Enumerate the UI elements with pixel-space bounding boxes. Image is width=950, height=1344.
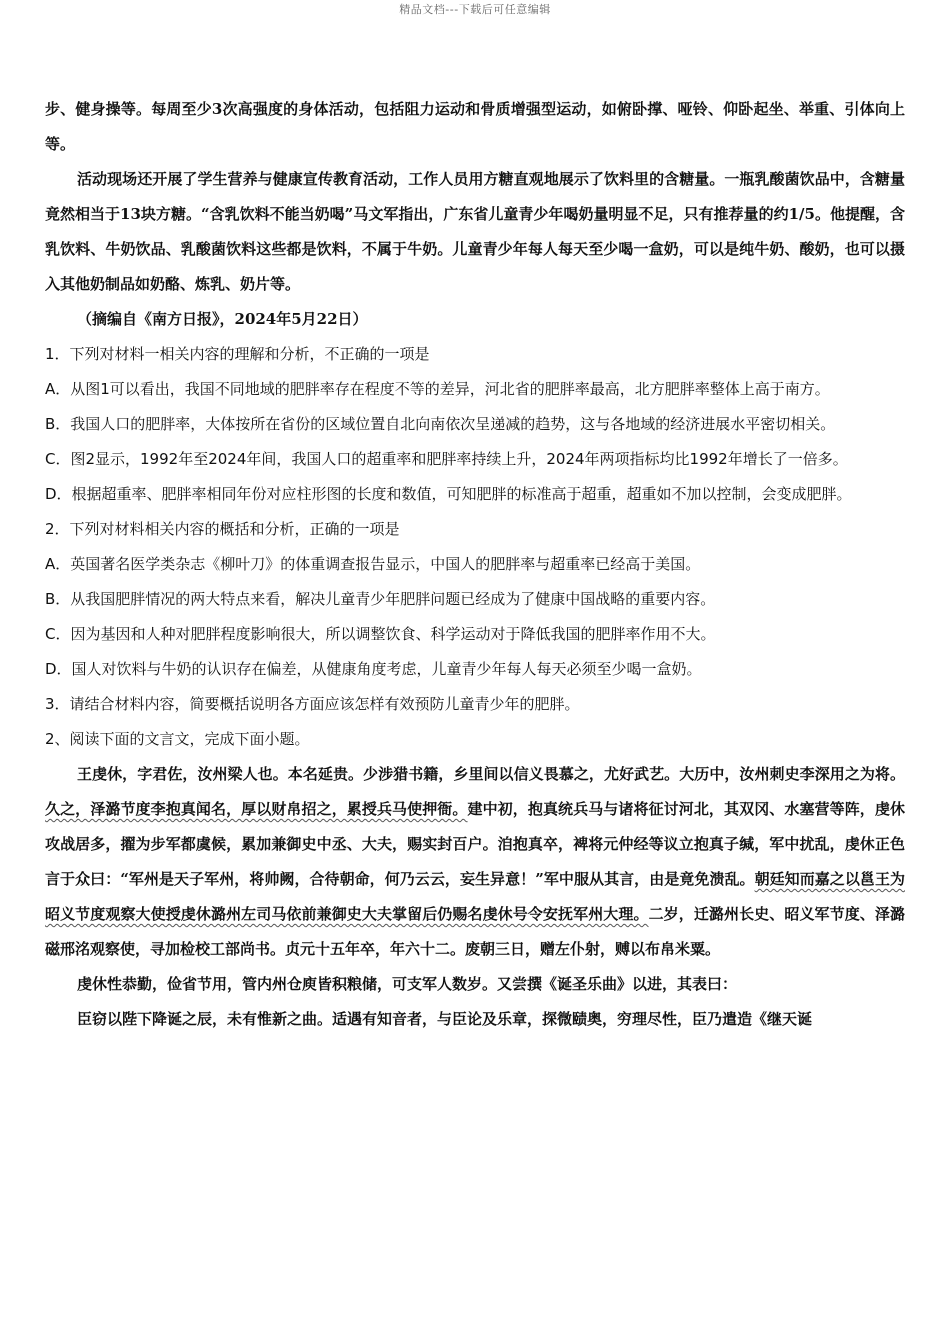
question-1-option-a: A．从图1可以看出，我国不同地域的肥胖率存在程度不等的差异，河北省的肥胖率最高，北方肥胖率整体上高于南方。 — [45, 380, 830, 398]
document-body — [45, 92, 905, 1037]
page-header: 精品文档---下载后可任意编辑 — [399, 3, 551, 16]
passage1-source: （摘编自《南方日报》，2024年5月22日） — [77, 310, 368, 328]
underlined-sentence-1: 久之，泽潞节度李抱真闻名，厚以财帛招之，累授兵马使押衙。 — [45, 800, 468, 818]
classical-text-segment: 建中初，抱真统兵马与诸将征讨河北，其双冈、水塞营等阵，虔休攻战居多，擢为步军都虞候，累加兼御史中丞、大夫，赐实封百户。洎抱真卒，裨将元仲经等议立抱真子缄，军中扰乱，虔休正色言于众曰：“军州是天子军州，将帅阙，合待朝命，何乃云云，妄生异意！”军中服从其言，由是竟免溃乱。 — [45, 800, 905, 888]
question-2-option-b: B．从我国肥胖情况的两大特点来看，解决儿童青少年肥胖问题已经成为了健康中国战略的重要内容。 — [45, 590, 716, 608]
classical-text-segment: 二岁，迁潞州长史、昭义军节度、泽潞磁邢洺观察使，寻加检校工部尚书。贞元十五年卒，年六十二。废朝三日，赠左仆射，赙以布帛米粟。 — [45, 905, 905, 958]
underlined-sentence-2: 朝廷知而嘉之以邕王为昭义节度观察大使授虔休潞州左司马依前兼御史大夫掌留后仍赐名虔休号令安抚军州大理。 — [45, 870, 905, 923]
classical-text-paragraph-3: 臣窃以陛下降诞之辰，未有惟新之曲。适遇有知音者，与臣论及乐章，探微赜奥，穷理尽性，臣乃遣造《继天诞 — [77, 1010, 813, 1028]
question-1-stem: 1．下列对材料一相关内容的理解和分析，不正确的一项是 — [45, 345, 430, 363]
question-2-option-a: A．英国著名医学类杂志《柳叶刀》的体重调查报告显示，中国人的肥胖率与超重率已经高于美国。 — [45, 555, 701, 573]
question-2-option-d: D．国人对饮料与牛奶的认识存在偏差，从健康角度考虑，儿童青少年每人每天必须至少喝一盒奶。 — [45, 660, 702, 678]
question-2-stem: 2．下列对材料相关内容的概括和分析，正确的一项是 — [45, 520, 400, 538]
section-2-title: 2、阅读下面的文言文，完成下面小题。 — [45, 730, 310, 748]
question-3-stem: 3．请结合材料内容，简要概括说明各方面应该怎样有效预防儿童青少年的肥胖。 — [45, 695, 580, 713]
question-1-option-c: C．图2显示，1992年至2024年间，我国人口的超重率和肥胖率持续上升，2024年两项指标均比1992年增长了一倍多。 — [45, 450, 848, 468]
classical-text-paragraph-1 — [45, 757, 905, 967]
passage1-paragraph-1: 步、健身操等。每周至少3次高强度的身体活动，包括阻力运动和骨质增强型运动，如俯卧撑、哑铃、仰卧起坐、举重、引体向上等。 — [45, 100, 905, 153]
question-1-option-b: B．我国人口的肥胖率，大体按所在省份的区域位置自北向南依次呈递减的趋势，这与各地域的经济进展水平密切相关。 — [45, 415, 836, 433]
classical-text-paragraph-2: 虔休性恭勤，俭省节用，管内州仓庾皆积粮储，可支军人数岁。又尝撰《诞圣乐曲》以进，其表曰： — [77, 975, 738, 993]
question-2-option-c: C．因为基因和人种对肥胖程度影响很大，所以调整饮食、科学运动对于降低我国的肥胖率作用不大。 — [45, 625, 716, 643]
question-1-option-d: D．根据超重率、肥胖率相同年份对应柱形图的长度和数值，可知肥胖的标准高于超重，超重如不加以控制，会变成肥胖。 — [45, 485, 852, 503]
classical-text-segment: 王虔休，字君佐，汝州梁人也。本名延贵。少涉猎书籍，乡里间以信义畏慕之，尤好武艺。大历中，汝州刺史李深用之为将。 — [77, 765, 905, 783]
passage1-paragraph-2: 活动现场还开展了学生营养与健康宣传教育活动，工作人员用方糖直观地展示了饮料里的含糖量。一瓶乳酸菌饮品中，含糖量竟然相当于13块方糖。“含乳饮料不能当奶喝”马文军指出，广东省儿童青少年喝奶量明显不足，只有推荐量的约1/5。他提醒，含乳饮料、牛奶饮品、乳酸菌饮料这些都是饮料，不属于牛奶。儿童青少年每人每天至少喝一盒奶，可以是纯牛奶、酸奶，也可以摄入其他奶制品如奶酪、炼乳、奶片等。 — [45, 170, 905, 293]
